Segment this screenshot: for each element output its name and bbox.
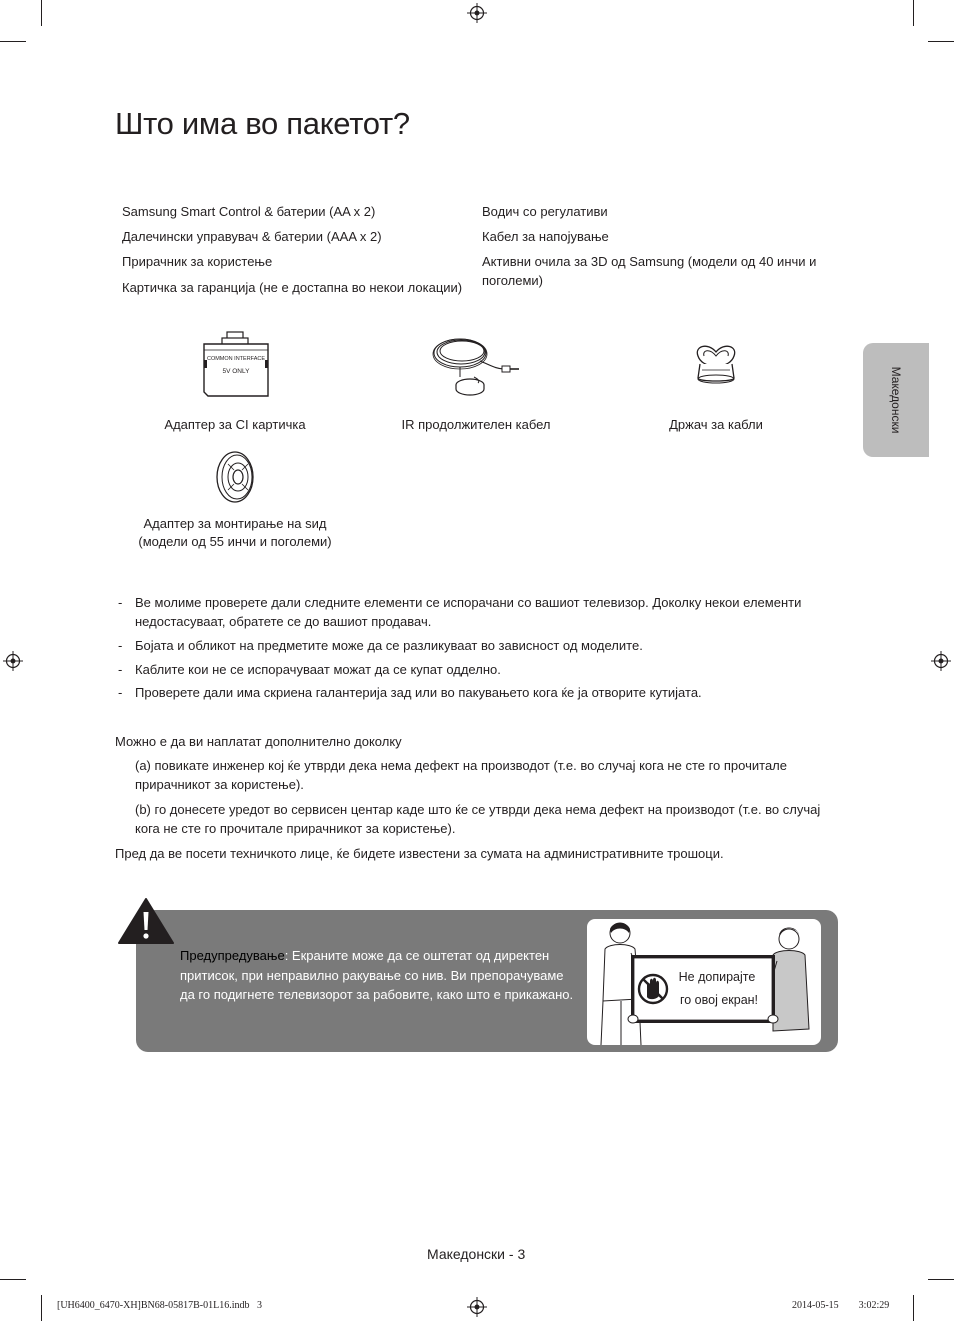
page-title: Што има во пакетот? (115, 106, 410, 141)
note-text: Каблите кои не се испорачуваат можат да се купат одделно. (135, 662, 501, 677)
cable-holder-icon (690, 340, 742, 390)
tv-screen-label: Не допирајте (678, 970, 756, 984)
contents-item: Активни очила за 3D од Samsung (модели од 40 инчи и поголеми) (482, 254, 817, 288)
accessory-caption: Адаптер за монтирање на ѕид (143, 516, 327, 531)
crop-mark (928, 41, 954, 42)
crop-mark (41, 1295, 42, 1321)
crop-mark (41, 0, 42, 26)
wall-mount-adapter-icon (214, 450, 256, 504)
contents-item: Прирачник за користење (122, 254, 273, 269)
fees-item-b: (b) го донесете уредот во сервисен центар каде што ќе се утврди дека нема дефект на производот (т.е. во случај кога не сте го прочитале прирачникот за користење). (135, 802, 821, 836)
ci-card-label: COMMON INTERFACE (206, 356, 266, 362)
contents-item: Далечински управувач & батерии (AAA x 2) (122, 229, 382, 244)
note-text: Проверете дали има скриена галантерија зад или во пакувањето кога ќе ја отворите кутијата. (135, 685, 702, 700)
ci-card-label: 5V ONLY (222, 368, 250, 375)
print-info-left: [UH6400_6470-XH]BN68-05817B-01L16.indb 3 (57, 1300, 262, 1311)
crop-mark (913, 1295, 914, 1321)
crop-mark (928, 1279, 954, 1280)
registration-mark-icon (3, 651, 23, 671)
contents-item: Samsung Smart Control & батерии (AA x 2) (122, 204, 376, 219)
language-side-tab (863, 343, 929, 457)
warning-label: Предупредување (180, 948, 285, 963)
registration-mark-icon (931, 651, 951, 671)
side-tab-label: Македонски (889, 366, 903, 434)
fees-outro: Пред да ве посети техничкото лице, ќе бидете известени за сумата на административните трошоци. (115, 846, 724, 861)
page-footer: Македонски - 3 (427, 1246, 526, 1262)
crop-mark (0, 41, 26, 42)
registration-mark-icon (467, 1297, 487, 1317)
note-text: Ве молиме проверете дали следните елементи се испорачани со вашиот телевизор. Доколку некои елементи недостасуваат, обратете се до вашиот продавач. (135, 595, 802, 629)
print-info-right: 2014-05-15 3:02:29 (792, 1300, 890, 1311)
accessory-caption: (модели од 55 инчи и поголеми) (138, 534, 332, 549)
warning-triangle-icon (117, 896, 175, 946)
warning-text (180, 946, 575, 1005)
warning-illustration (587, 919, 821, 1045)
accessory-caption: IR продолжителен кабел (401, 417, 551, 432)
contents-item: Водич со регулативи (482, 204, 608, 219)
accessory-caption: Адаптер за CI картичка (164, 417, 306, 432)
crop-mark (913, 0, 914, 26)
ci-card-adapter-icon (200, 330, 272, 400)
contents-item: Картичка за гаранција (не е достапна во некои локации) (122, 280, 463, 295)
crop-mark (0, 1279, 26, 1280)
tv-screen-label: го овој екран! (679, 993, 759, 1007)
fees-item-a: (a) повикате инженер кој ќе утврди дека нема дефект на производот (т.е. во случај кога не сте го прочитале прирачникот за користење). (135, 758, 787, 792)
registration-mark-icon (467, 3, 487, 23)
accessory-caption: Држач за кабли (669, 417, 763, 432)
note-text: Бојата и обликот на предметите може да се разликуваат во зависност од моделите. (135, 638, 643, 653)
ir-extender-cable-icon (430, 333, 522, 399)
warning-body: : Екраните може да се оштетат од директен притисок, при неправилно ракување со нив. Ви препорачуваме да го подигнете телевизорот за рабовите, како што е прикажано. (180, 948, 574, 1002)
people-holding-tv-illustration (587, 919, 821, 1045)
contents-item: Кабел за напојување (482, 229, 609, 244)
fees-intro: Можно е да ви наплатат дополнително доколку (115, 734, 402, 749)
